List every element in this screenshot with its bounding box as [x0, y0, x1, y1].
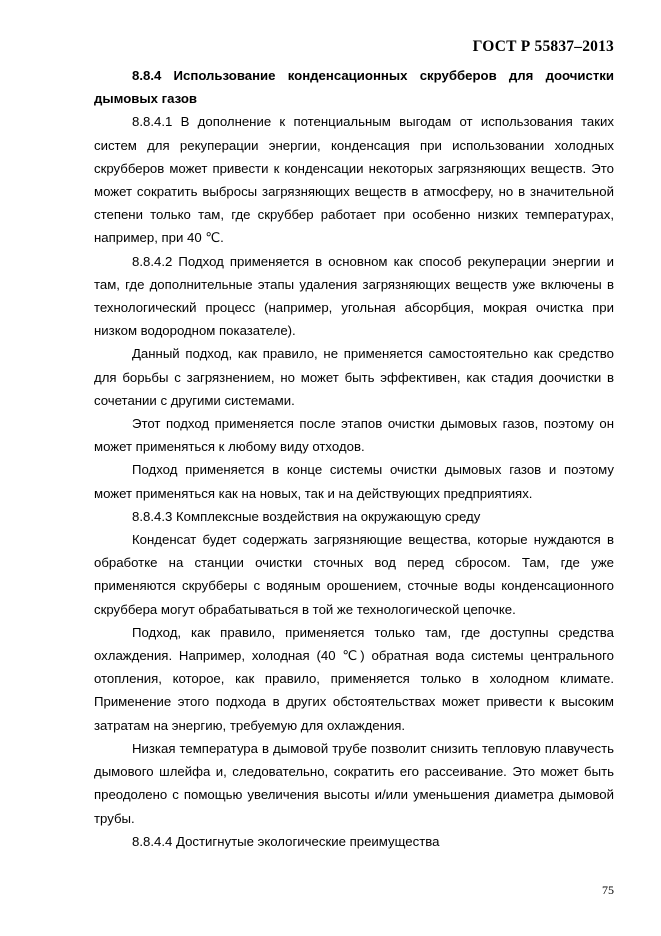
- body-text: [94, 64, 614, 853]
- standard-header: ГОСТ Р 55837–2013: [472, 38, 614, 55]
- page-number: 75: [602, 883, 614, 897]
- paragraph: Низкая температура в дымовой трубе позволит снизить тепловую плавучесть дымового шлейфа и, следовательно, сократить его рассеивание. Это может быть преодолено с помощью увеличения высоты и/или уменьшения диаметра дымовой трубы.: [94, 740, 614, 826]
- subsection-title: 8.8.4.3 Комплексные воздействия на окружающую среду: [132, 508, 481, 524]
- paragraph: 8.8.4.1 В дополнение к потенциальным выгодам от использования таких систем для рекуперации энергии, конденсация при использовании холодных скрубберов может привести к конденсации некоторых загрязняющих веществ. Это может сократить выбросы загрязняющих веществ в атмосферу, но в значительной степени только там, где скруббер работает при особенно низких температурах, например, при 40 ℃.: [94, 114, 614, 246]
- paragraph: Подход применяется в конце системы очистки дымовых газов и поэтому может применяться как на новых, так и на действующих предприятиях.: [94, 462, 614, 501]
- subsection-title: 8.8.4.4 Достигнутые экологические преимущества: [132, 833, 440, 849]
- paragraph: Конденсат будет содержать загрязняющие вещества, которые нуждаются в обработке на станции очистки сточных вод перед сбросом. Там, где уже применяются скрубберы с водяным орошением, сточные воды конденсационного скруббера могут обрабатываться в той же технологической цепочке.: [94, 532, 614, 617]
- paragraph: Подход, как правило, применяется только там, где доступны средства охлаждения. Например, холодная (40 ℃) обратная вода системы центрального отопления, которое, как правило, применяется только в холодном климате. Применение этого подхода в других обстоятельствах может привести к высоким затратам на энергию, требуемую для охлаждения.: [94, 624, 614, 733]
- paragraph: Данный подход, как правило, не применяется самостоятельно как средство для борьбы с загрязнением, но может быть эффективен, как стадия доочистки в сочетании с другими системами.: [94, 346, 614, 408]
- paragraph: 8.8.4.2 Подход применяется в основном как способ рекуперации энергии и там, где дополнительные этапы удаления загрязняющих веществ уже включены в технологический процесс (например, угольная абсорбция, мокрая очистка при низком водородном показателе).: [94, 253, 614, 339]
- paragraph: Этот подход применяется после этапов очистки дымовых газов, поэтому он может применяться к любому виду отходов.: [94, 416, 614, 455]
- section-title: 8.8.4 Использование конденсационных скрубберов для доочистки дымовых газов: [94, 68, 614, 107]
